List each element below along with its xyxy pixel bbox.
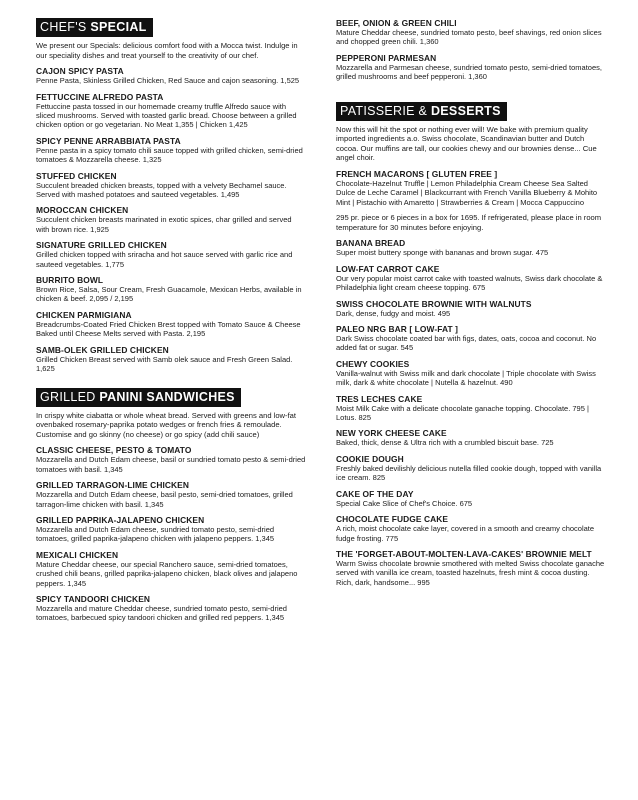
- item-name: BEEF, ONION & GREEN CHILI: [336, 18, 457, 28]
- item-name: TRES LECHES CAKE: [336, 393, 423, 404]
- item-description: Moist Milk Cake with a delicate chocolate ganache topping. Chocolate. 795 | Lotus. 825: [336, 403, 589, 423]
- item-description: Mozzarella and Dutch Edam cheese, basil pesto, semi-dried tomatoes, grilled tarragon-lime chicken with basil. 1,345: [36, 490, 293, 509]
- section-title-light: GRILLED: [40, 389, 96, 404]
- item-description: Succulent chicken breasts marinated in exotic spices, char grilled and served with brown rice. 1,925: [36, 215, 292, 234]
- section-intro-desserts: Now this will hit the spot or nothing ever will! We bake with premium quality imported ingredients a.o. Swiss chocolate, Scandinavian butter and Dutch cocoa. Our muffins are tall, our cookies chewy and our brownies dense... Cue angel choir.: [336, 124, 597, 163]
- menu-item: [36, 171, 306, 200]
- item-name: SPICY TANDOORI CHICKEN: [36, 593, 151, 604]
- item-name: CHOCOLATE FUDGE CAKE: [336, 514, 449, 525]
- item-name: FRENCH MACARONS [ GLUTEN FREE ]: [336, 169, 498, 179]
- item-description: Vanilla-walnut with Swiss milk and dark chocolate | Triple chocolate with Swiss milk, dark & white chocolate | Nutella & hazelnut. 490: [336, 368, 596, 388]
- menu-item: [336, 264, 608, 293]
- item-name: PALEO NRG BAR [ LOW-FAT ]: [336, 324, 459, 335]
- item-description: Penne Pasta, Skinless Grilled Chicken, Red Sauce and cajon seasoning. 1,525: [36, 76, 300, 86]
- item-name: PEPPERONI PARMESAN: [336, 52, 437, 63]
- menu-item-macarons: [336, 169, 608, 207]
- item-description: Freshly baked devilishly delicious nutella filled cookie dough, topped with vanilla ice cream. 825: [336, 463, 602, 483]
- item-name: NEW YORK CHEESE CAKE: [336, 428, 447, 439]
- section-intro-panini: In crispy white ciabatta or whole wheat bread. Served with greens and low-fat ovenbaked rosemary-paprika potato wedges or french fries & remoulade. Customise and go skinny (no cheese) or go spicy (add chili sauce): [36, 410, 297, 439]
- menu-item: [336, 394, 608, 423]
- menu-item: [336, 53, 608, 82]
- item-description: Mozzarella and mature Cheddar cheese, sundried tomato pesto, semi-dried tomatoes, barbecued spicy tandoori chicken and grilled red peppers. 1,345: [36, 603, 287, 623]
- item-description: Our very popular moist carrot cake with toasted walnuts, Swiss dark chocolate & Philadelphia light cream cheese topping. 675: [336, 273, 603, 293]
- item-name: SIGNATURE GRILLED CHICKEN: [36, 240, 167, 251]
- menu-item: [336, 514, 608, 543]
- menu-item: [36, 480, 306, 509]
- item-name: MEXICALI CHICKEN: [36, 549, 119, 560]
- menu-item: [36, 275, 306, 304]
- item-name: COOKIE DOUGH: [336, 453, 404, 464]
- menu-item: [336, 299, 608, 318]
- item-description: Fettuccine pasta tossed in our homemade creamy truffle Alfredo sauce with sliced mushrooms. Served with toasted garlic bread. Choose between a grilled chicken option or go vegetarian. No Meat 1,355 | Chicken 1,425: [36, 101, 297, 130]
- menu-item: [36, 550, 306, 588]
- item-name: THE 'FORGET-ABOUT-MOLTEN-LAVA-CAKES' BROWNIE MELT: [336, 548, 592, 559]
- left-column: [36, 18, 306, 629]
- item-name: FETTUCCINE ALFREDO PASTA: [36, 91, 164, 102]
- item-description: Special Cake Slice of Chef's Choice. 675: [336, 498, 473, 508]
- right-column: [336, 18, 608, 593]
- item-name: CLASSIC CHEESE, PESTO & TOMATO: [36, 445, 192, 456]
- item-description: Mozzarella and Dutch Edam cheese, sundried tomato pesto, semi-dried tomatoes, grilled paprika-jalapeno chicken with jalapeno peppers. 1,345: [36, 524, 275, 544]
- section-title-light: PATISSERIE &: [340, 103, 428, 118]
- menu-item: [36, 136, 306, 165]
- item-description: Warm Swiss chocolate brownie smothered with melted Swiss chocolate ganache served with vanilla ice cream, toasted hazelnuts, fresh mint & cocoa dusting. Rich, dark, handsome... 995: [336, 558, 605, 587]
- menu-item: [336, 324, 608, 353]
- item-description: Mature Cheddar cheese, our special Ranchero sauce, semi-dried tomatoes, crushed chili beans, grilled paprika-jalapeno chicken, black olives and jalapeno peppers. 1,345: [36, 559, 298, 588]
- item-name: SPICY PENNE ARRABBIATA PASTA: [36, 135, 181, 146]
- item-name: GRILLED PAPRIKA-JALAPENO CHICKEN: [36, 514, 205, 525]
- section-spacer: [336, 88, 608, 102]
- macarons-note: 295 pr. piece or 6 pieces in a box for 1695. If refrigerated, please place in room temperature for 30 minutes before enjoying.: [336, 213, 602, 232]
- section-title-bold: PANINI SANDWICHES: [99, 389, 235, 404]
- menu-item: [336, 454, 608, 483]
- menu-item: [36, 445, 306, 474]
- item-description: Baked, thick, dense & Ultra rich with a crumbled biscuit base. 725: [336, 438, 554, 448]
- item-description: Grilled Chicken Breast served with Samb olek sauce and Fresh Green Salad. 1,625: [36, 354, 293, 374]
- section-header-panini: [36, 388, 241, 407]
- menu-item: [336, 428, 608, 447]
- item-name: GRILLED TARRAGON-LIME CHICKEN: [36, 480, 190, 491]
- section-header-chefs-special: [36, 18, 153, 37]
- item-name: CHICKEN PARMIGIANA: [36, 309, 132, 320]
- section-spacer: [36, 380, 306, 388]
- item-description: Mature Cheddar cheese, sundried tomato pesto, beef shavings, red onion slices and chopped green chili. 1,360: [336, 28, 602, 47]
- item-name: BANANA BREAD: [336, 238, 406, 249]
- section-title-light: CHEF'S: [40, 20, 87, 34]
- item-name: BURRITO BOWL: [36, 275, 104, 286]
- menu-item: [336, 18, 608, 47]
- menu-item: [36, 594, 306, 623]
- item-name: CAKE OF THE DAY: [336, 488, 414, 499]
- item-description: Dark Swiss chocolate coated bar with figs, dates, oats, cocoa and coconut. No added fat or sugar. 545: [336, 334, 597, 353]
- section-header-desserts: [336, 102, 507, 121]
- item-description: Dark, dense, fudgy and moist. 495: [336, 308, 451, 318]
- menu-item: [336, 359, 608, 388]
- item-description: Grilled chicken topped with sriracha and hot sauce served with garlic rice and sauteed vegetables. 1,775: [36, 250, 293, 269]
- item-name: MOROCCAN CHICKEN: [36, 205, 129, 216]
- menu-item: [36, 66, 306, 85]
- menu-item: [36, 205, 306, 234]
- menu-item: [36, 345, 306, 374]
- menu-item: [336, 489, 608, 508]
- section-title-bold: SPECIAL: [90, 20, 147, 34]
- item-name: LOW-FAT CARROT CAKE: [336, 263, 440, 274]
- item-description: Mozzarella and Dutch Edam cheese, basil or sundried tomato pesto & semi-dried tomatoes with basil. 1,345: [36, 455, 306, 474]
- item-name: CAJON SPICY PASTA: [36, 66, 124, 77]
- menu-item: [36, 515, 306, 544]
- item-description: Mozzarella and Parmesan cheese, sundried tomato pesto, semi-dried tomatoes, grilled mushrooms and beef pepperoni. 1,360: [336, 62, 602, 82]
- menu-item: [36, 92, 306, 130]
- menu-item: [36, 310, 306, 339]
- menu-item: [36, 240, 306, 269]
- item-description: A rich, moist chocolate cake layer, covered in a smooth and creamy chocolate fudge frosting. 775: [336, 524, 595, 543]
- item-name: CHEWY COOKIES: [336, 358, 410, 369]
- menu-item: [336, 238, 608, 257]
- item-description: Chocolate-Hazelnut Truffle | Lemon Philadelphia Cream Cheese Sea Salted Dulce de Leche Caramel | Blackcurrant with French Vanilla Blueberry & Mohito Mint | Pistachio with Amaretto | Strawberries & Cream | Mocca Cappuccino: [336, 179, 598, 207]
- item-description: Succulent breaded chicken breasts, topped with a velvety Bechamel sauce. Served with mashed potatoes and sauteed vegetables. 1,495: [36, 180, 287, 200]
- section-title-bold: DESSERTS: [430, 103, 501, 118]
- item-description: Super moist buttery sponge with bananas and brown sugar. 475: [336, 248, 549, 258]
- item-name: STUFFED CHICKEN: [36, 170, 117, 181]
- item-name: SAMB-OLEK GRILLED CHICKEN: [36, 344, 169, 355]
- item-name: SWISS CHOCOLATE BROWNIE WITH WALNUTS: [336, 298, 532, 309]
- item-description: Breadcrumbs-Coated Fried Chicken Brest topped with Tomato Sauce & Cheese Baked until Cheese Melts served with Pasta. 2,195: [36, 319, 301, 339]
- item-description: Penne pasta in a spicy tomato chili sauce topped with grilled chicken, semi-dried tomatoes & Mozzarella cheese. 1,325: [36, 145, 303, 165]
- item-description: Brown Rice, Salsa, Sour Cream, Fresh Guacamole, Mexican Herbs, available in chicken & beef. 2,095 / 2,195: [36, 285, 302, 304]
- section-intro-chefs-special: We present our Specials: delicious comfort food with a Mocca twist. Indulge in our speciality dishes and treat yourself to the creativity of our chef.: [36, 41, 298, 60]
- menu-item: [336, 549, 608, 587]
